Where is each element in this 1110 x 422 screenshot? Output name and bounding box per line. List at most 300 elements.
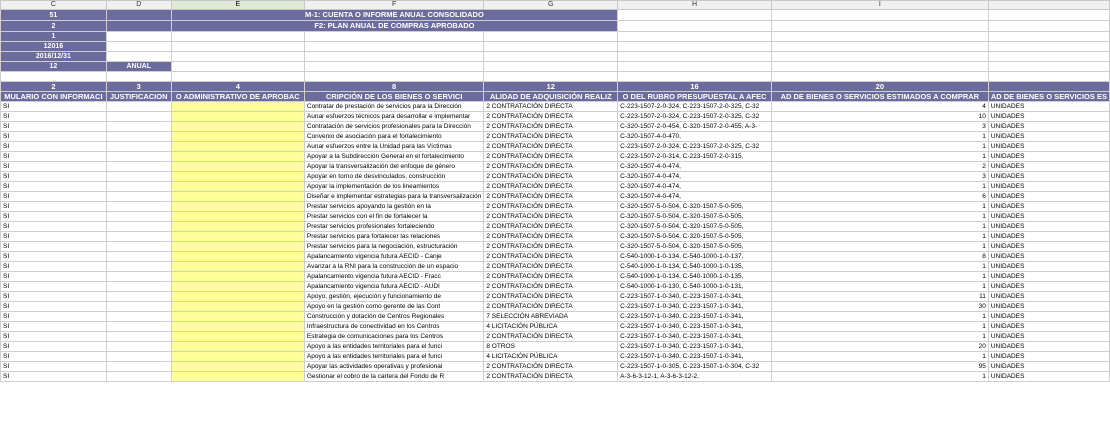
cell-informacion[interactable]: SI — [1, 272, 107, 282]
cell-descripcion[interactable]: Contratación de servicios profesionales para la Dirección — [304, 122, 484, 132]
cell-cantidad[interactable]: 4 — [771, 102, 988, 112]
cell[interactable] — [106, 72, 171, 82]
cell-modalidad[interactable]: 2 CONTRATACIÓN DIRECTA — [484, 102, 618, 112]
meta-cell[interactable]: 2 — [1, 21, 107, 32]
field-number[interactable]: 3 — [106, 82, 171, 92]
cell-modalidad[interactable]: 2 CONTRATACIÓN DIRECTA — [484, 162, 618, 172]
cell-justificacion[interactable] — [106, 162, 171, 172]
cell-acto-administrativo[interactable] — [171, 162, 304, 172]
periodicity-cell[interactable]: ANUAL — [106, 62, 171, 72]
cell-informacion[interactable]: SI — [1, 212, 107, 222]
cell-unidad[interactable]: UNIDADES — [988, 342, 1109, 352]
cell-informacion[interactable]: SI — [1, 162, 107, 172]
cell-informacion[interactable]: SI — [1, 282, 107, 292]
cell-unidad[interactable]: UNIDADES — [988, 102, 1109, 112]
cell-cantidad[interactable]: 1 — [771, 132, 988, 142]
cell-informacion[interactable]: SI — [1, 292, 107, 302]
field-number[interactable] — [988, 82, 1109, 92]
cell-acto-administrativo[interactable] — [171, 212, 304, 222]
cell-modalidad[interactable]: 2 CONTRATACIÓN DIRECTA — [484, 182, 618, 192]
cell-informacion[interactable]: SI — [1, 332, 107, 342]
cell-unidad[interactable]: UNIDADES — [988, 112, 1109, 122]
cell-rubro[interactable]: C-223-1507-2-0-324, C-223-1507-2-0-325, C-32 — [618, 102, 772, 112]
cell-descripcion[interactable]: Aunar esfuerzos técnicos para desarrollar e implementar — [304, 112, 484, 122]
cell-cantidad[interactable]: 1 — [771, 372, 988, 382]
cell-cantidad[interactable]: 1 — [771, 322, 988, 332]
cell-cantidad[interactable]: 1 — [771, 222, 988, 232]
cell-unidad[interactable]: UNIDADES — [988, 152, 1109, 162]
cell-informacion[interactable]: SI — [1, 112, 107, 122]
cell-cantidad[interactable]: 6 — [771, 192, 988, 202]
cell-informacion[interactable]: SI — [1, 232, 107, 242]
cell-cantidad[interactable]: 2 — [771, 162, 988, 172]
cell-informacion[interactable]: SI — [1, 302, 107, 312]
field-number[interactable]: 16 — [618, 82, 772, 92]
report-title-line2[interactable]: F2: PLAN ANUAL DE COMPRAS APROBADO — [171, 21, 617, 32]
cell-unidad[interactable]: UNIDADES — [988, 322, 1109, 332]
cell-cantidad[interactable]: 1 — [771, 182, 988, 192]
cell-unidad[interactable]: UNIDADES — [988, 172, 1109, 182]
cell[interactable] — [618, 52, 772, 62]
cell-acto-administrativo[interactable] — [171, 232, 304, 242]
cell-rubro[interactable]: C-223-1507-1-0-340, C-223-1507-1-0-341, — [618, 292, 772, 302]
cell-cantidad[interactable]: 10 — [771, 112, 988, 122]
cell-modalidad[interactable]: 2 CONTRATACIÓN DIRECTA — [484, 262, 618, 272]
cell-modalidad[interactable]: 2 CONTRATACIÓN DIRECTA — [484, 252, 618, 262]
meta-cell[interactable] — [106, 10, 171, 21]
cell-justificacion[interactable] — [106, 272, 171, 282]
cell-rubro[interactable]: C-320-1507-5-0-504, C-320-1507-5-0-505, — [618, 232, 772, 242]
cell-rubro[interactable]: C-223-1507-1-0-340, C-223-1507-1-0-341, — [618, 312, 772, 322]
cell[interactable] — [988, 32, 1109, 42]
cell-unidad[interactable]: UNIDADES — [988, 292, 1109, 302]
cell-rubro[interactable]: C-223-1507-1-0-305, C-223-1507-1-0-304, C-32 — [618, 362, 772, 372]
cell-acto-administrativo[interactable] — [171, 372, 304, 382]
cell-descripcion[interactable]: Apoyo a las entidades territoriales para el funci — [304, 342, 484, 352]
column-header-h[interactable]: H — [618, 1, 772, 10]
cell[interactable] — [618, 21, 772, 32]
cell-unidad[interactable]: UNIDADES — [988, 362, 1109, 372]
cell-acto-administrativo[interactable] — [171, 172, 304, 182]
cell-informacion[interactable]: SI — [1, 132, 107, 142]
meta-cell[interactable]: 12016 — [1, 42, 107, 52]
column-header-g[interactable]: G — [484, 1, 618, 10]
cell-unidad[interactable]: UNIDADES — [988, 282, 1109, 292]
cell-descripcion[interactable]: Gestionar el cobro de la cartera del Fondo de R — [304, 372, 484, 382]
meta-cell[interactable]: 12 — [1, 62, 107, 72]
cell-justificacion[interactable] — [106, 302, 171, 312]
cell-descripcion[interactable]: Apoyo a las entidades territoriales para el funci — [304, 352, 484, 362]
cell-descripcion[interactable]: Infraestructura de conectividad en los Centros — [304, 322, 484, 332]
cell[interactable] — [1, 72, 107, 82]
cell-justificacion[interactable] — [106, 212, 171, 222]
cell[interactable] — [988, 42, 1109, 52]
cell-descripcion[interactable]: Apoyo en la gestión como gerente de las Cont — [304, 302, 484, 312]
field-header[interactable]: JUSTIFICACION — [106, 92, 171, 102]
cell-acto-administrativo[interactable] — [171, 322, 304, 332]
cell-acto-administrativo[interactable] — [171, 292, 304, 302]
cell-acto-administrativo[interactable] — [171, 142, 304, 152]
cell[interactable] — [771, 72, 988, 82]
cell-rubro[interactable]: C-223-1507-1-0-340, C-223-1507-1-0-341, — [618, 342, 772, 352]
field-header[interactable]: O DEL RUBRO PRESUPUESTAL A AFEC — [618, 92, 772, 102]
cell-acto-administrativo[interactable] — [171, 222, 304, 232]
cell[interactable] — [618, 42, 772, 52]
cell-descripcion[interactable]: Apoyar la implementación de los lineamientos — [304, 182, 484, 192]
cell-modalidad[interactable]: 2 CONTRATACIÓN DIRECTA — [484, 112, 618, 122]
cell-cantidad[interactable]: 1 — [771, 282, 988, 292]
cell-rubro[interactable]: C-540-1000-1-0-134, C-540-1000-1-0-135, — [618, 262, 772, 272]
cell-cantidad[interactable]: 3 — [771, 122, 988, 132]
cell-acto-administrativo[interactable] — [171, 152, 304, 162]
cell-rubro[interactable]: C-223-1507-1-0-340, C-223-1507-1-0-341, — [618, 332, 772, 342]
cell[interactable] — [304, 62, 484, 72]
cell[interactable] — [171, 52, 304, 62]
cell-modalidad[interactable]: 8 OTROS — [484, 342, 618, 352]
cell-descripcion[interactable]: Avanzar a la RNI para la construcción de un espacio — [304, 262, 484, 272]
cell[interactable] — [171, 62, 304, 72]
cell-descripcion[interactable]: Prestar servicios apoyando la gestión en la — [304, 202, 484, 212]
cell[interactable] — [171, 72, 304, 82]
cell-descripcion[interactable]: Prestar servicios para la negociación, estructuración — [304, 242, 484, 252]
cell-descripcion[interactable]: Apalancamiento vigencia futura AECID - Fracc — [304, 272, 484, 282]
cell-acto-administrativo[interactable] — [171, 352, 304, 362]
cell-modalidad[interactable]: 4 LICITACIÓN PÚBLICA — [484, 322, 618, 332]
field-number[interactable]: 12 — [484, 82, 618, 92]
cell-modalidad[interactable]: 2 CONTRATACIÓN DIRECTA — [484, 292, 618, 302]
cell-informacion[interactable]: SI — [1, 372, 107, 382]
field-header[interactable]: CRIPCIÓN DE LOS BIENES O SERVICI — [304, 92, 484, 102]
cell-descripcion[interactable]: Apoyar la transversalización del enfoque de género — [304, 162, 484, 172]
cell-modalidad[interactable]: 2 CONTRATACIÓN DIRECTA — [484, 362, 618, 372]
cell-informacion[interactable]: SI — [1, 222, 107, 232]
cell[interactable] — [304, 42, 484, 52]
meta-cell[interactable] — [106, 21, 171, 32]
cell[interactable] — [484, 72, 618, 82]
field-header[interactable]: AD DE BIENES O SERVICIOS ESTIMADOS A COMPRAR — [771, 92, 988, 102]
cell[interactable] — [771, 21, 988, 32]
column-header-c[interactable]: C — [1, 1, 107, 10]
column-header-j[interactable] — [988, 1, 1109, 10]
cell-descripcion[interactable]: Apalancamiento vigencia futura AECID - AUDI — [304, 282, 484, 292]
cell-unidad[interactable]: UNIDADES — [988, 202, 1109, 212]
field-number[interactable]: 8 — [304, 82, 484, 92]
cell-acto-administrativo[interactable] — [171, 272, 304, 282]
cell-unidad[interactable]: UNIDADES — [988, 122, 1109, 132]
cell-rubro[interactable]: C-320-1507-5-0-504, C-320-1507-5-0-505, — [618, 202, 772, 212]
cell-cantidad[interactable]: 1 — [771, 242, 988, 252]
cell-unidad[interactable]: UNIDADES — [988, 332, 1109, 342]
cell-cantidad[interactable]: 30 — [771, 302, 988, 312]
cell-acto-administrativo[interactable] — [171, 342, 304, 352]
cell-modalidad[interactable]: 7 SELECCIÓN ABREVIADA — [484, 312, 618, 322]
cell-descripcion[interactable]: Aunar esfuerzos entre la Unidad para las Víctimas — [304, 142, 484, 152]
cell-modalidad[interactable]: 2 CONTRATACIÓN DIRECTA — [484, 132, 618, 142]
cell-acto-administrativo[interactable] — [171, 182, 304, 192]
cell-unidad[interactable]: UNIDADES — [988, 312, 1109, 322]
column-header-f[interactable]: F — [304, 1, 484, 10]
cell-cantidad[interactable]: 8 — [771, 252, 988, 262]
cell-descripcion[interactable]: Apalancamiento vigencia futura AECID - Canje — [304, 252, 484, 262]
cell-acto-administrativo[interactable] — [171, 312, 304, 322]
cell-modalidad[interactable]: 2 CONTRATACIÓN DIRECTA — [484, 222, 618, 232]
cell-justificacion[interactable] — [106, 132, 171, 142]
cell-acto-administrativo[interactable] — [171, 112, 304, 122]
cell[interactable] — [106, 52, 171, 62]
cell-modalidad[interactable]: 2 CONTRATACIÓN DIRECTA — [484, 122, 618, 132]
cell[interactable] — [771, 52, 988, 62]
cell-unidad[interactable]: UNIDADES — [988, 262, 1109, 272]
cell-cantidad[interactable]: 1 — [771, 202, 988, 212]
cell-acto-administrativo[interactable] — [171, 302, 304, 312]
cell-cantidad[interactable]: 1 — [771, 152, 988, 162]
cell-rubro[interactable]: C-223-1507-2-0-314, C-223-1507-2-0-315, — [618, 152, 772, 162]
cell-modalidad[interactable]: 4 LICITACIÓN PÚBLICA — [484, 352, 618, 362]
cell[interactable] — [988, 62, 1109, 72]
cell[interactable] — [771, 42, 988, 52]
cell-acto-administrativo[interactable] — [171, 242, 304, 252]
cell-justificacion[interactable] — [106, 362, 171, 372]
cell-acto-administrativo[interactable] — [171, 122, 304, 132]
cell-justificacion[interactable] — [106, 232, 171, 242]
cell-justificacion[interactable] — [106, 102, 171, 112]
cell-modalidad[interactable]: 2 CONTRATACIÓN DIRECTA — [484, 372, 618, 382]
cell-modalidad[interactable]: 2 CONTRATACIÓN DIRECTA — [484, 232, 618, 242]
cell-justificacion[interactable] — [106, 352, 171, 362]
cell[interactable] — [618, 72, 772, 82]
cell-unidad[interactable]: UNIDADES — [988, 242, 1109, 252]
cell-justificacion[interactable] — [106, 172, 171, 182]
cell-cantidad[interactable]: 1 — [771, 332, 988, 342]
cell-modalidad[interactable]: 2 CONTRATACIÓN DIRECTA — [484, 332, 618, 342]
cell-informacion[interactable]: SI — [1, 172, 107, 182]
cell-informacion[interactable]: SI — [1, 242, 107, 252]
cell-informacion[interactable]: SI — [1, 152, 107, 162]
cell-unidad[interactable]: UNIDADES — [988, 372, 1109, 382]
cell-informacion[interactable]: SI — [1, 182, 107, 192]
cell-rubro[interactable]: C-320-1507-5-0-504, C-320-1507-5-0-505, — [618, 242, 772, 252]
cell-justificacion[interactable] — [106, 222, 171, 232]
cell-acto-administrativo[interactable] — [171, 102, 304, 112]
cell[interactable] — [304, 32, 484, 42]
cell-modalidad[interactable]: 2 CONTRATACIÓN DIRECTA — [484, 282, 618, 292]
cell-descripcion[interactable]: Apoyar en torno de desvinculados, construcción — [304, 172, 484, 182]
cell[interactable] — [771, 10, 988, 21]
cell[interactable] — [171, 32, 304, 42]
cell-informacion[interactable]: SI — [1, 202, 107, 212]
cell-cantidad[interactable]: 1 — [771, 352, 988, 362]
cell[interactable] — [171, 42, 304, 52]
cell-unidad[interactable]: UNIDADES — [988, 162, 1109, 172]
cell[interactable] — [484, 32, 618, 42]
cell-justificacion[interactable] — [106, 312, 171, 322]
cell-justificacion[interactable] — [106, 242, 171, 252]
cell[interactable] — [484, 62, 618, 72]
cell-cantidad[interactable]: 1 — [771, 232, 988, 242]
cell-rubro[interactable]: C-320-1507-4-0-474, — [618, 162, 772, 172]
cell-informacion[interactable]: SI — [1, 312, 107, 322]
cell-acto-administrativo[interactable] — [171, 332, 304, 342]
cell[interactable] — [771, 32, 988, 42]
cell-rubro[interactable]: C-223-1507-1-0-340, C-223-1507-1-0-341, — [618, 322, 772, 332]
cell-descripcion[interactable]: Diseñar e implementar estrategias para la transversalización — [304, 192, 484, 202]
cell-acto-administrativo[interactable] — [171, 282, 304, 292]
field-header[interactable]: AD DE BIENES O SERVICIOS ES — [988, 92, 1109, 102]
cell[interactable] — [988, 52, 1109, 62]
cell-rubro[interactable]: C-320-1507-2-0-454, C-320-1507-2-0-455, A-3- — [618, 122, 772, 132]
cell-modalidad[interactable]: 2 CONTRATACIÓN DIRECTA — [484, 212, 618, 222]
cell[interactable] — [618, 62, 772, 72]
cell-justificacion[interactable] — [106, 122, 171, 132]
cell-cantidad[interactable]: 3 — [771, 172, 988, 182]
cell-rubro[interactable]: C-320-1507-5-0-504, C-320-1507-5-0-505, — [618, 222, 772, 232]
cell-rubro[interactable]: C-223-1507-1-0-340, C-223-1507-1-0-341, — [618, 302, 772, 312]
cell-justificacion[interactable] — [106, 182, 171, 192]
cell-informacion[interactable]: SI — [1, 362, 107, 372]
cell[interactable] — [304, 72, 484, 82]
cell-cantidad[interactable]: 1 — [771, 212, 988, 222]
cell-justificacion[interactable] — [106, 252, 171, 262]
cell-informacion[interactable]: SI — [1, 192, 107, 202]
cell-descripcion[interactable]: Apoyo, gestión, ejecución y funcionamiento de — [304, 292, 484, 302]
cell-unidad[interactable]: UNIDADES — [988, 252, 1109, 262]
cell-modalidad[interactable]: 2 CONTRATACIÓN DIRECTA — [484, 242, 618, 252]
cell-justificacion[interactable] — [106, 372, 171, 382]
cell-acto-administrativo[interactable] — [171, 132, 304, 142]
cell-modalidad[interactable]: 2 CONTRATACIÓN DIRECTA — [484, 152, 618, 162]
cell-justificacion[interactable] — [106, 112, 171, 122]
field-number[interactable]: 2 — [1, 82, 107, 92]
meta-cell[interactable]: 1 — [1, 32, 107, 42]
cell-unidad[interactable]: UNIDADES — [988, 192, 1109, 202]
cell-justificacion[interactable] — [106, 192, 171, 202]
cell[interactable] — [484, 42, 618, 52]
cell-acto-administrativo[interactable] — [171, 362, 304, 372]
cell[interactable] — [988, 10, 1109, 21]
cell-descripcion[interactable]: Contratar de prestación de servicios para la Dirección — [304, 102, 484, 112]
cell-rubro[interactable]: C-320-1507-4-0-474, — [618, 192, 772, 202]
cell-rubro[interactable]: C-223-1507-2-0-324, C-223-1507-2-0-325, C-32 — [618, 112, 772, 122]
field-number[interactable]: 4 — [171, 82, 304, 92]
cell[interactable] — [618, 10, 772, 21]
cell-descripcion[interactable]: Apoyar a la Subdirección General en el fortalecimiento — [304, 152, 484, 162]
cell-informacion[interactable]: SI — [1, 122, 107, 132]
cell-acto-administrativo[interactable] — [171, 192, 304, 202]
field-number[interactable]: 20 — [771, 82, 988, 92]
cell-rubro[interactable]: C-320-1507-4-0-474, — [618, 182, 772, 192]
cell-modalidad[interactable]: 2 CONTRATACIÓN DIRECTA — [484, 192, 618, 202]
report-title-line1[interactable]: M-1: CUENTA O INFORME ANUAL CONSOLIDADO — [171, 10, 617, 21]
cell-unidad[interactable]: UNIDADES — [988, 232, 1109, 242]
cell-modalidad[interactable]: 2 CONTRATACIÓN DIRECTA — [484, 172, 618, 182]
cell-informacion[interactable]: SI — [1, 322, 107, 332]
cell-unidad[interactable]: UNIDADES — [988, 142, 1109, 152]
meta-cell[interactable]: 51 — [1, 10, 107, 21]
cell-acto-administrativo[interactable] — [171, 252, 304, 262]
cell[interactable] — [484, 52, 618, 62]
cell-rubro[interactable]: A-3-6-3-12-1, A-3-6-3-12-2, — [618, 372, 772, 382]
cell-justificacion[interactable] — [106, 282, 171, 292]
cell-descripcion[interactable]: Prestar servicios para fortalecer las relaciones — [304, 232, 484, 242]
cell-cantidad[interactable]: 95 — [771, 362, 988, 372]
cell-justificacion[interactable] — [106, 202, 171, 212]
cell-rubro[interactable]: C-223-1507-1-0-340, C-223-1507-1-0-341, — [618, 352, 772, 362]
cell-acto-administrativo[interactable] — [171, 202, 304, 212]
field-header[interactable]: O ADMINISTRATIVO DE APROBAC — [171, 92, 304, 102]
cell-rubro[interactable]: C-320-1507-4-0-470, — [618, 132, 772, 142]
cell-unidad[interactable]: UNIDADES — [988, 212, 1109, 222]
cell-modalidad[interactable]: 2 CONTRATACIÓN DIRECTA — [484, 272, 618, 282]
cell-descripcion[interactable]: Construcción y dotación de Centros Regionales — [304, 312, 484, 322]
cell-modalidad[interactable]: 2 CONTRATACIÓN DIRECTA — [484, 142, 618, 152]
cell[interactable] — [988, 72, 1109, 82]
cell-justificacion[interactable] — [106, 342, 171, 352]
column-header-i[interactable]: I — [771, 1, 988, 10]
cell-descripcion[interactable]: Apoyar las actividades operativas y profesional — [304, 362, 484, 372]
cell[interactable] — [988, 21, 1109, 32]
cell-unidad[interactable]: UNIDADES — [988, 182, 1109, 192]
cell-informacion[interactable]: SI — [1, 342, 107, 352]
cell-cantidad[interactable]: 11 — [771, 292, 988, 302]
cell-justificacion[interactable] — [106, 322, 171, 332]
cell-modalidad[interactable]: 2 CONTRATACIÓN DIRECTA — [484, 202, 618, 212]
cell[interactable] — [304, 52, 484, 62]
cell-cantidad[interactable]: 1 — [771, 142, 988, 152]
cell-justificacion[interactable] — [106, 142, 171, 152]
column-header-e[interactable]: E — [171, 1, 304, 10]
cell-informacion[interactable]: SI — [1, 352, 107, 362]
cell-unidad[interactable]: UNIDADES — [988, 352, 1109, 362]
cell-justificacion[interactable] — [106, 152, 171, 162]
cell-descripcion[interactable]: Prestar servicios profesionales fortaleciendo — [304, 222, 484, 232]
cell-informacion[interactable]: SI — [1, 102, 107, 112]
cell-descripcion[interactable]: Estrategia de comunicaciones para los Centros — [304, 332, 484, 342]
meta-cell[interactable]: 2016/12/31 — [1, 52, 107, 62]
cell-cantidad[interactable]: 1 — [771, 312, 988, 322]
cell-rubro[interactable]: C-320-1507-5-0-504, C-320-1507-5-0-505, — [618, 212, 772, 222]
cell-unidad[interactable]: UNIDADES — [988, 272, 1109, 282]
cell-unidad[interactable]: UNIDADES — [988, 222, 1109, 232]
cell-descripcion[interactable]: Convenio de asociación para el fortalecimiento — [304, 132, 484, 142]
column-header-d[interactable]: D — [106, 1, 171, 10]
cell-cantidad[interactable]: 20 — [771, 342, 988, 352]
cell-informacion[interactable]: SI — [1, 262, 107, 272]
cell-descripcion[interactable]: Prestar servicios con el fin de fortalecer la — [304, 212, 484, 222]
cell-unidad[interactable]: UNIDADES — [988, 132, 1109, 142]
cell-justificacion[interactable] — [106, 332, 171, 342]
cell-informacion[interactable]: SI — [1, 142, 107, 152]
cell[interactable] — [618, 32, 772, 42]
cell-unidad[interactable]: UNIDADES — [988, 302, 1109, 312]
cell[interactable] — [106, 32, 171, 42]
cell-cantidad[interactable]: 1 — [771, 272, 988, 282]
cell-rubro[interactable]: C-540-1000-1-0-130, C-540-1000-1-0-131, — [618, 282, 772, 292]
cell-rubro[interactable]: C-540-1000-1-0-134, C-540-1000-1-0-135, — [618, 272, 772, 282]
cell-rubro[interactable]: C-223-1507-2-0-324, C-223-1507-2-0-325, C-32 — [618, 142, 772, 152]
cell[interactable] — [771, 62, 988, 72]
field-header[interactable]: ALIDAD DE ADQUISICIÓN REALIZ — [484, 92, 618, 102]
field-header[interactable]: MULARIO CON INFORMACI — [1, 92, 107, 102]
cell-justificacion[interactable] — [106, 292, 171, 302]
cell[interactable] — [106, 42, 171, 52]
cell-informacion[interactable]: SI — [1, 252, 107, 262]
cell-justificacion[interactable] — [106, 262, 171, 272]
cell-rubro[interactable]: C-320-1507-4-0-474, — [618, 172, 772, 182]
cell-cantidad[interactable]: 1 — [771, 262, 988, 272]
cell-rubro[interactable]: C-540-1000-1-0-134, C-540-1000-1-0-137, — [618, 252, 772, 262]
cell-acto-administrativo[interactable] — [171, 262, 304, 272]
cell-modalidad[interactable]: 2 CONTRATACIÓN DIRECTA — [484, 302, 618, 312]
